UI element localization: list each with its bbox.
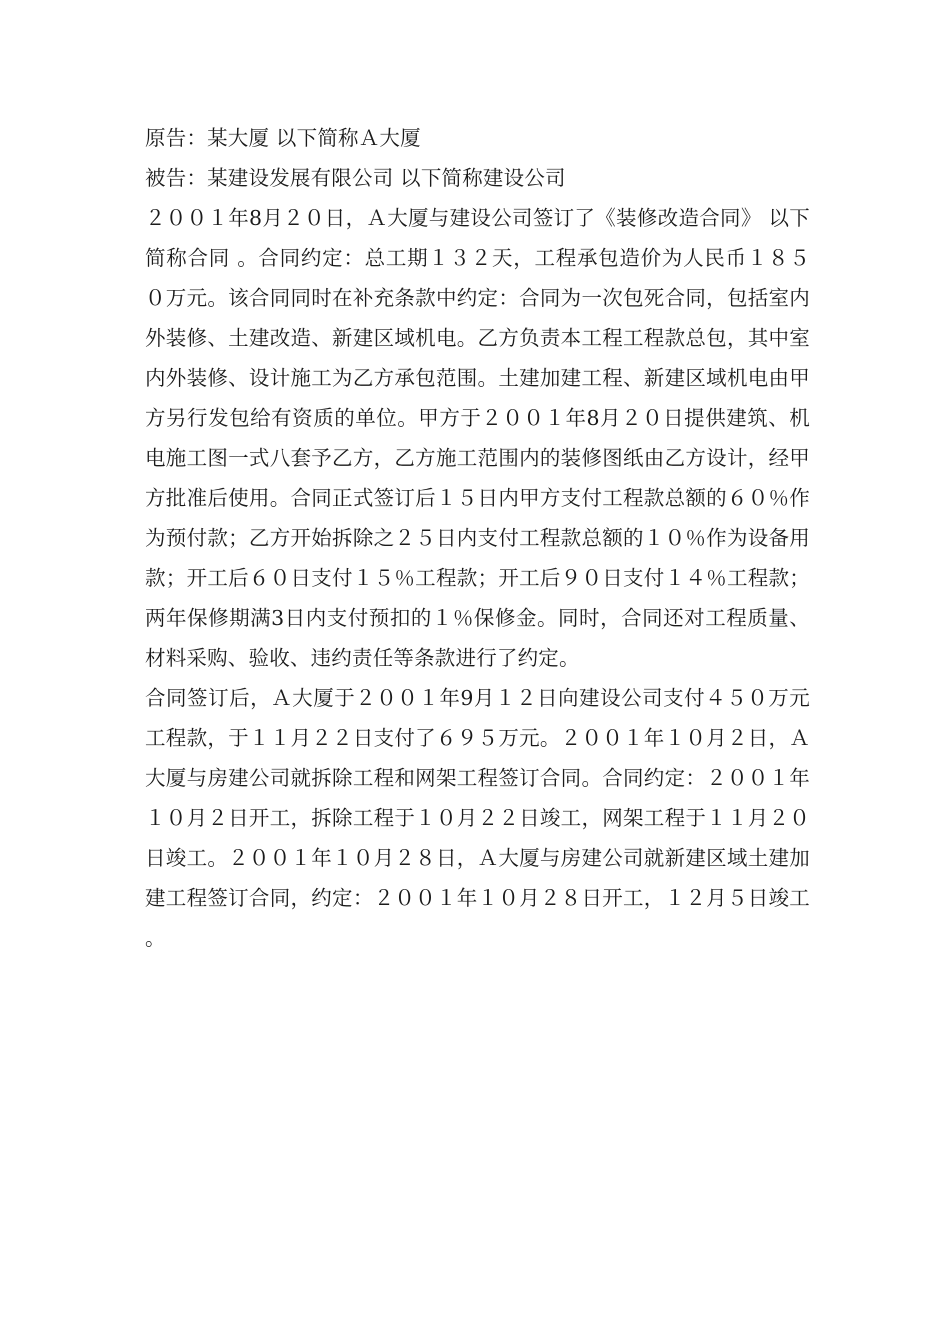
defendant-line: 被告：某建设发展有限公司 以下简称建设公司 [145, 166, 566, 190]
document-body [145, 118, 810, 958]
payment-paragraph: 合同签订后，Ａ大厦于２００１年9月１２日向建设公司支付４５０万元工程款，于１１月２２日支付了６９５万元。２００１年１０月２日，Ａ大厦与房建公司就拆除工程和网架工程签订合同。合同约定：２００１年１０月２日开工，拆除工程于１０月２２日竣工，网架工程于１１月２０日竣工。２００１年１０月２８日，Ａ大厦与房建公司就新建区域土建加建工程签订合同，约定：２００１年１０月２８日开工，１２月５日竣工。 [145, 686, 810, 950]
plaintiff-line: 原告：某大厦 以下简称Ａ大厦 [145, 126, 421, 150]
contract-paragraph: ２００１年8月２０日，Ａ大厦与建设公司签订了《装修改造合同》 以下简称合同 。合同约定：总工期１３２天，工程承包造价为人民币１８５０万元。该合同同时在补充条款中约定：合同为一次包死合同，包括室内外装修、土建改造、新建区域机电。乙方负责本工程工程款总包，其中室内外装修、设计施工为乙方承包范围。土建加建工程、新建区域机电由甲方另行发包给有资质的单位。甲方于２００１年8月２０日提供建筑、机电施工图一式八套予乙方，乙方施工范围内的装修图纸由乙方设计，经甲方批准后使用。合同正式签订后１５日内甲方支付工程款总额的６０％作为预付款；乙方开始拆除之２５日内支付工程款总额的１０％作为设备用款；开工后６０日支付１５％工程款；开工后９０日支付１４％工程款；两年保修期满3日内支付预扣的１％保修金。同时，合同还对工程质量、材料采购、验收、违约责任等条款进行了约定。 [145, 206, 810, 670]
